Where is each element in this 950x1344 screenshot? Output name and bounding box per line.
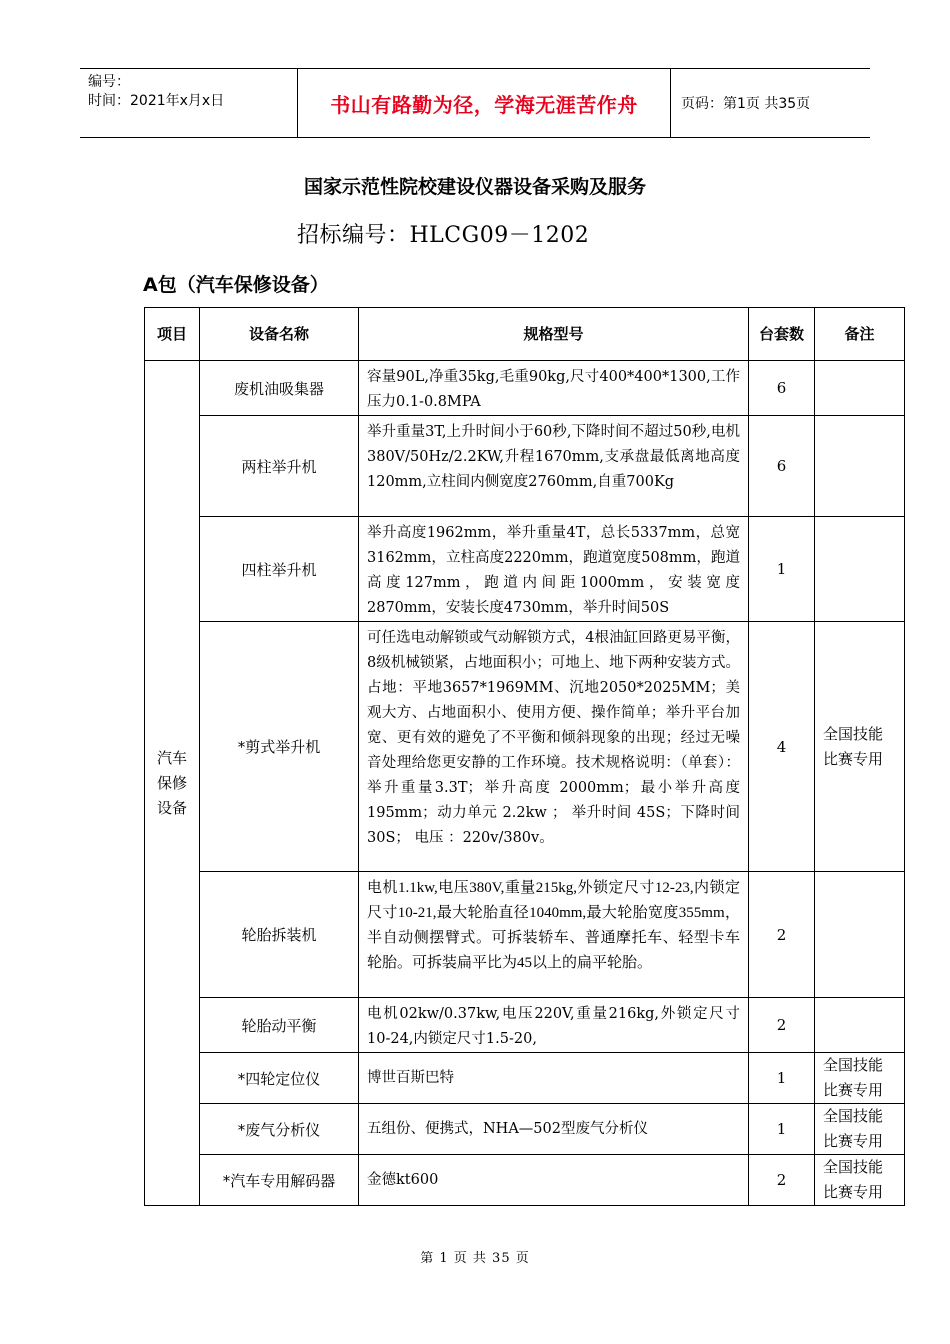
header-page-info: 页码：第1页 共35页 [681,96,811,112]
document-title: 国家示范性院校建设仪器设备采购及服务 [303,176,646,198]
header-item: 项目 [145,308,200,361]
header-meta [80,69,298,137]
equipment-qty: 4 [749,622,815,872]
table-row [145,872,905,998]
table-row [145,517,905,622]
table-row [145,416,905,517]
equipment-qty: 1 [749,1104,815,1155]
table-row [145,1104,905,1155]
equipment-note: 全国技能比赛专用 [815,622,905,872]
equipment-spec: 电机1.1kw,电压380V,重量215kg,外锁定尺寸12-23,内锁定尺寸10-21,最大轮胎直径1040mm,最大轮胎宽度355mm，半自动侧摆臂式。可拆装轿车、普通摩托车、轻型卡车轮胎。可拆装扁平比为45以上的扁平轮胎。 [359,872,749,998]
header-note: 备注 [815,308,905,361]
header-spec: 规格型号 [359,308,749,361]
equipment-spec: 五组份、便携式，NHA—502型废气分析仪 [359,1104,749,1155]
category-cell [145,361,200,1206]
equipment-qty: 2 [749,998,815,1053]
table-row [145,1155,905,1206]
equipment-note [815,416,905,517]
page-footer: 第 1 页 共 35 页 [420,1251,530,1266]
equipment-name: *四轮定位仪 [200,1053,359,1104]
doc-number: 编号： [88,74,130,90]
equipment-table [144,307,905,1206]
equipment-qty: 2 [749,872,815,998]
page-header [80,68,870,138]
equipment-name: *剪式举升机 [200,622,359,872]
equipment-note: 全国技能比赛专用 [815,1104,905,1155]
table-row [145,1053,905,1104]
equipment-note [815,361,905,416]
equipment-spec: 电机02kw/0.37kw,电压220V,重量216kg,外锁定尺寸10-24,内锁定尺寸1.5-20, [359,998,749,1053]
equipment-note [815,517,905,622]
equipment-qty: 1 [749,517,815,622]
equipment-spec: 可任选电动解锁或气动解锁方式，4根油缸回路更易平衡，8级机械锁紧，占地面积小；可地上、地下两种安装方式。占地：平地3657*1969MM、沉地2050*2025MM；美观大方、占地面积小、使用方便、操作简单；举升平台加宽、更有效的避免了不平衡和倾斜现象的出现；经过无噪音处理给您更安静的工作环境。技术规格说明：（单套）：举升重量3.3T；举升高度 2000mm；最小举升高度 195mm；动力单元 2.2kw ； 举升时间 45S；下降时间30S； 电压 ：220v/380v。 [359,622,749,872]
equipment-note: 全国技能比赛专用 [815,1053,905,1104]
equipment-name: 轮胎拆装机 [200,872,359,998]
equipment-spec: 金德kt600 [359,1155,749,1206]
equipment-spec: 博世百斯巴特 [359,1053,749,1104]
equipment-name: 两柱举升机 [200,416,359,517]
equipment-name: 轮胎动平衡 [200,998,359,1053]
equipment-name: 废机油吸集器 [200,361,359,416]
table-row [145,998,905,1053]
bid-number: 招标编号：HLCG09－1202 [297,223,590,248]
equipment-name: *汽车专用解码器 [200,1155,359,1206]
category-label: 汽车保修设备 [156,748,187,817]
header-qty: 台套数 [749,308,815,361]
equipment-note [815,998,905,1053]
equipment-name: *废气分析仪 [200,1104,359,1155]
equipment-qty: 2 [749,1155,815,1206]
equipment-note: 全国技能比赛专用 [815,1155,905,1206]
equipment-qty: 6 [749,416,815,517]
table-row [145,361,905,416]
header-motto: 书山有路勤为径，学海无涯苦作舟 [298,69,671,137]
table-header-row [145,308,905,361]
table-row [145,622,905,872]
equipment-note [815,872,905,998]
doc-time: 时间：2021年x月x日 [88,93,225,109]
equipment-qty: 6 [749,361,815,416]
package-title: A包（汽车保修设备） [143,274,329,296]
equipment-name: 四柱举升机 [200,517,359,622]
equipment-qty: 1 [749,1053,815,1104]
equipment-spec: 举升高度1962mm，举升重量4T，总长5337mm，总宽3162mm，立柱高度2220mm，跑道宽度508mm，跑道高度127mm，跑道内间距1000mm，安装宽度2870mm，安装长度4730mm，举升时间50S [359,517,749,622]
header-name: 设备名称 [200,308,359,361]
equipment-spec: 举升重量3T,上升时间小于60秒,下降时间不超过50秒,电机380V/50Hz/2.2KW,升程1670mm,支承盘最低离地高度120mm,立柱间内侧宽度2760mm,自重700Kg [359,416,749,517]
equipment-spec: 容量90L,净重35kg,毛重90kg,尺寸400*400*1300,工作压力0.1-0.8MPA [359,361,749,416]
